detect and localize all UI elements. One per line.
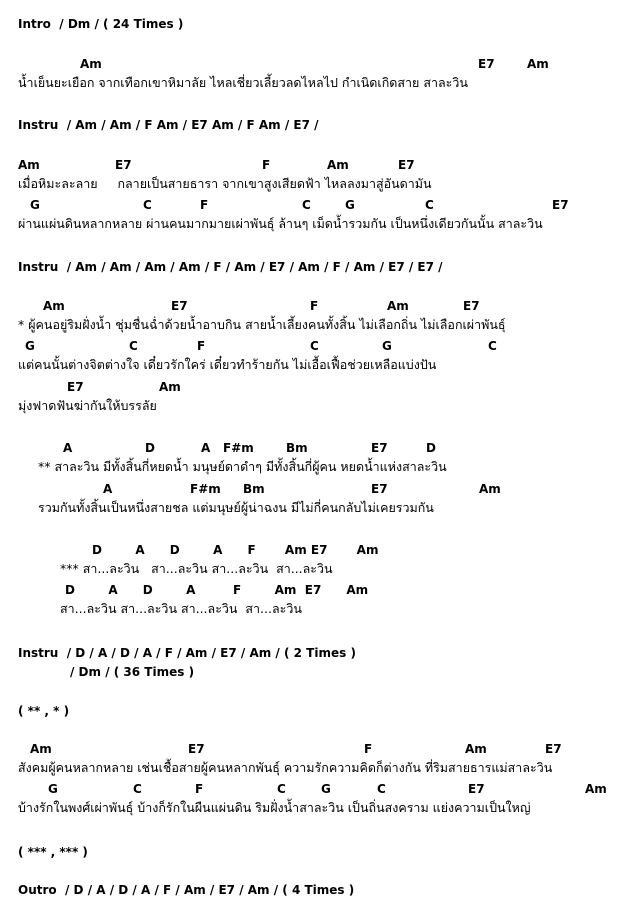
chord: F [262, 158, 271, 172]
repeat-marker: ( *** , *** ) [18, 845, 88, 859]
chord-line: D A D A F Am E7 Am [65, 583, 369, 597]
lyric-line: * ผู้คนอยู่ริมฝั่งน้ำ ชุ่มชื่นฉ่ำด้วยน้ำอาบกิน สายน้ำเลี้ยงคนทั้งสิ้น ไม่เลือกถิ่น ไม่เลือกเผ่าพันธุ์ [18, 317, 506, 332]
chord: Bm [286, 441, 308, 455]
lyric-line: บ้างรักในพงศ์เผ่าพันธุ์ บ้างก็รักในผืนแผ่นดิน ริมฝั่งน้ำสาละวิน เป็นถิ่นสงคราม แย่งความเป็นใหญ่ [18, 800, 531, 815]
lyric-line: ผ่านแผ่นดินหลากหลาย ผ่านคนมากมายเผ่าพันธุ์ ล้านๆ เม็ดน้ำรวมกัน เป็นหนึ่งเดียวกันนั้น สาละวิน [18, 216, 543, 231]
chord: G [382, 339, 392, 353]
chord: A [63, 441, 73, 455]
chord: Am [465, 742, 487, 756]
chord-line: D A D A F Am E7 Am [92, 543, 379, 557]
lyric-line: ** สาละวิน มีทั้งสิ้นกี่หยดน้ำ มนุษย์ดาดำๆ มีทั้งสิ้นกี่ผู้คน หยดน้ำแห่งสาละวิน [38, 459, 447, 474]
chord: Bm [243, 482, 265, 496]
chord: F [197, 339, 206, 353]
lyric-line: มุ่งฟาดฟันฆ่ากันให้บรรลัย [18, 398, 157, 413]
chord: G [30, 198, 40, 212]
chord: E7 [171, 299, 188, 313]
chord: G [345, 198, 355, 212]
chord: D [145, 441, 155, 455]
chord: E7 [67, 380, 84, 394]
chord: E7 [188, 742, 205, 756]
chord: E7 [552, 198, 569, 212]
chord: Am [479, 482, 501, 496]
chord: F [364, 742, 373, 756]
chord: A [103, 482, 113, 496]
chord: C [133, 782, 142, 796]
chord: Am [327, 158, 349, 172]
chord: F#m [190, 482, 221, 496]
chord: Am [18, 158, 40, 172]
chord: E7 [468, 782, 485, 796]
chord: G [25, 339, 35, 353]
chord: Am [387, 299, 409, 313]
chord: Am [585, 782, 607, 796]
section-instru: Instru / D / A / D / A / F / Am / E7 / Am / ( 2 Times ) [18, 646, 356, 660]
lyric-line: น้ำเย็นยะเยือก จากเทือกเขาหิมาลัย ไหลเชี่ยวเลี้ยวลดไหลไป กำเนิดเกิดสาย สาละวิน [18, 75, 468, 90]
chord: C [377, 782, 386, 796]
chord: E7 [463, 299, 480, 313]
chord: D [426, 441, 436, 455]
lyric-line: แต่คนนั้นต่างจิตต่างใจ เดี๋ยวรักใคร่ เดี๋ยวทำร้ายกัน ไม่เอื้อเฟื้อช่วยเหลือแบ่งปัน [18, 357, 437, 372]
section-instru: / Dm / ( 36 Times ) [70, 665, 195, 679]
chord: C [129, 339, 138, 353]
chord: F [200, 198, 209, 212]
section-intro: Intro / Dm / ( 24 Times ) [18, 17, 184, 31]
chord: C [143, 198, 152, 212]
chord: Am [80, 57, 102, 71]
chord: E7 [371, 441, 388, 455]
chord: E7 [371, 482, 388, 496]
chord: Am [527, 57, 549, 71]
chord: C [302, 198, 311, 212]
chord: C [425, 198, 434, 212]
chord: C [488, 339, 497, 353]
chord: C [277, 782, 286, 796]
chord: Am [30, 742, 52, 756]
lyric-line: สังคมผู้คนหลากหลาย เช่นเชื้อสายผู้คนหลากพันธุ์ ความรักความคิดก็ต่างกัน ที่ริมสายธารแม่สาละวิน [18, 760, 553, 775]
lyric-line: *** สา...ละวิน สา...ละวิน สา...ละวิน สา...ละวิน [60, 561, 333, 576]
chord: E7 [115, 158, 132, 172]
section-instru: Instru / Am / Am / F Am / E7 Am / F Am / E7 / [18, 118, 319, 132]
chord: E7 [545, 742, 562, 756]
chord: F [195, 782, 204, 796]
chord: Am [159, 380, 181, 394]
chord: A [201, 441, 211, 455]
chord: E7 [398, 158, 415, 172]
section-outro: Outro / D / A / D / A / F / Am / E7 / Am / ( 4 Times ) [18, 883, 355, 897]
chord: Am [43, 299, 65, 313]
chord: G [48, 782, 58, 796]
section-instru: Instru / Am / Am / Am / Am / F / Am / E7 / Am / F / Am / E7 / E7 / [18, 260, 443, 274]
chord: F [310, 299, 319, 313]
repeat-marker: ( ** , * ) [18, 704, 70, 718]
chord: G [321, 782, 331, 796]
chord: E7 [478, 57, 495, 71]
lyric-line: เมื่อหิมะละลาย กลายเป็นสายธารา จากเขาสูงเสียดฟ้า ไหลลงมาสู่อันดามัน [18, 176, 432, 191]
chord: C [310, 339, 319, 353]
lyric-line: สา...ละวิน สา...ละวิน สา...ละวิน สา...ละวิน [60, 601, 302, 616]
lyric-line: รวมกันทั้งสิ้นเป็นหนึ่งสายชล แต่มนุษย์ผู้น่าฉงน มีไม่กี่คนกลับไม่เคยรวมกัน [38, 500, 434, 515]
chord: F#m [223, 441, 254, 455]
